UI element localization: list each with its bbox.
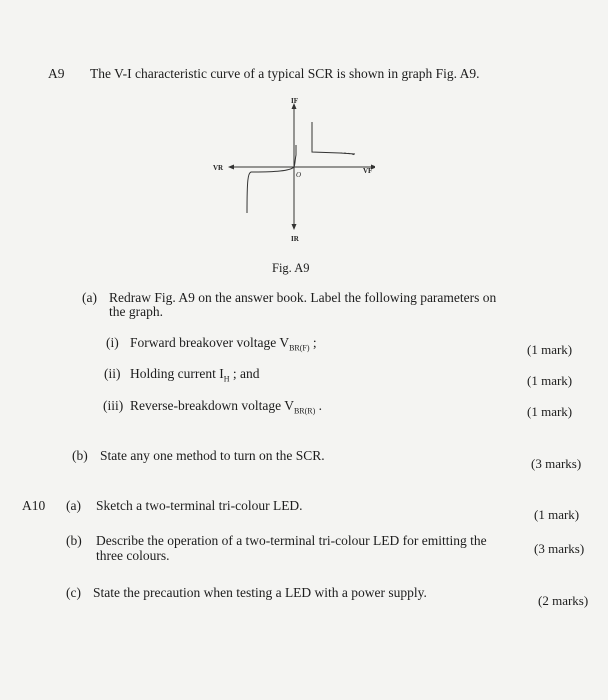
question-a9-intro: The V-I characteristic curve of a typical SCR is shown in graph Fig. A9.	[90, 66, 480, 81]
label-ir: IR	[291, 235, 299, 243]
figure-caption: Fig. A9	[272, 261, 310, 275]
a9-item-2-num: (ii)	[104, 366, 121, 381]
a10-part-b-letter: (b)	[66, 533, 82, 548]
a9-part-a-letter: (a)	[82, 290, 97, 305]
label-vf: VF	[363, 167, 373, 175]
a10-part-a-letter: (a)	[66, 498, 81, 513]
a10-part-b-text-line2: three colours.	[96, 548, 170, 563]
a10-part-a-marks: (1 mark)	[534, 507, 580, 522]
arrow-down-icon	[292, 224, 297, 230]
a9-part-b-marks: (3 marks)	[531, 456, 582, 471]
a9-item-1-text: Forward breakover voltage $V_{BR(F)}$ ;	[130, 335, 317, 353]
a10-part-c-text: State the precaution when testing a LED with a power supply.	[93, 585, 427, 600]
a9-item-2-marks: (1 mark)	[527, 373, 573, 388]
label-if: IF	[291, 97, 298, 105]
a9-part-b-letter: (b)	[72, 448, 88, 463]
a10-part-c-marks: (2 marks)	[538, 593, 589, 608]
label-origin: O	[296, 171, 302, 179]
vi-characteristic-figure	[195, 95, 375, 245]
question-number-a10: A10	[22, 498, 46, 513]
forward-curve	[312, 122, 355, 154]
a9-item-3-text: Reverse-breakdown voltage $V_{BR(R)}$ .	[130, 398, 323, 416]
a9-item-3-num: (iii)	[103, 398, 124, 413]
a9-item-2-text: Holding current $I_H$ ; and	[130, 366, 260, 384]
a9-part-b-text: State any one method to turn on the SCR.	[100, 448, 325, 463]
a10-part-b-marks: (3 marks)	[534, 541, 585, 556]
a10-part-b-text-line1: Describe the operation of a two-terminal tri-colour LED for emitting the	[96, 533, 487, 548]
a10-part-a-text: Sketch a two-terminal tri-colour LED.	[96, 498, 303, 513]
a9-part-a-text-line2: the graph.	[109, 304, 163, 319]
reverse-curve	[247, 167, 294, 213]
a9-part-a-text-line1: Redraw Fig. A9 on the answer book. Label the following parameters on	[109, 290, 497, 305]
a9-item-1-marks: (1 mark)	[527, 342, 573, 357]
a9-item-1-num: (i)	[106, 335, 119, 350]
label-vr: VR	[213, 164, 224, 172]
arrow-left-icon	[228, 165, 234, 170]
a9-item-3-marks: (1 mark)	[527, 404, 573, 419]
a10-part-c-letter: (c)	[66, 585, 81, 600]
question-number-a9: A9	[48, 66, 65, 81]
